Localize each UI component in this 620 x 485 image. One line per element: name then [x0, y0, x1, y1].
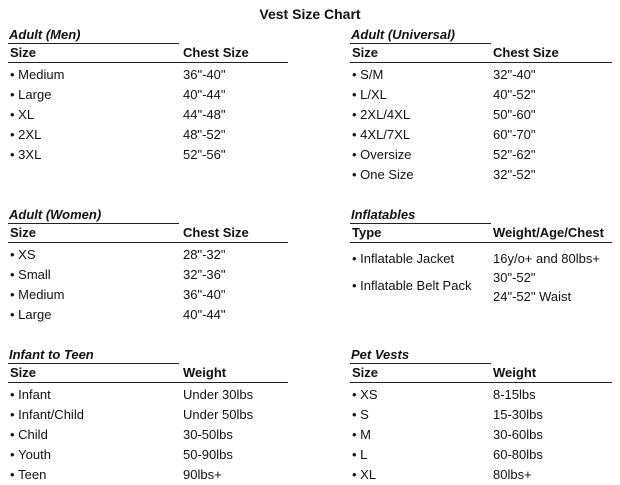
column-header-size: Size	[10, 365, 37, 380]
section-adult-men	[8, 26, 298, 165]
column-header-weight-age-chest: Weight/Age/Chest	[493, 225, 604, 240]
section-title: Infant to Teen	[8, 346, 179, 364]
table-row: • 3XL 52"-56"	[8, 145, 288, 165]
table-row: • Inflatable Belt Pack 24"-52" Waist	[350, 276, 612, 307]
table-header	[8, 224, 288, 243]
table-row: • 2XL 48"-52"	[8, 125, 288, 145]
table-row: • Medium 36"-40"	[8, 285, 288, 305]
table-row: • Oversize 52"-62"	[350, 145, 612, 165]
table-row: • XS 8-15lbs	[350, 385, 612, 405]
section-title: Adult (Universal)	[350, 26, 491, 44]
table-row: • Teen 90lbs+	[8, 465, 288, 485]
column-header-chest: Chest Size	[183, 45, 249, 60]
table-row: • Inflatable Jacket 16y/o+ and 80lbs+ 30"-52"	[350, 249, 612, 288]
section-title: Pet Vests	[350, 346, 491, 364]
table-row: • L 60-80lbs	[350, 445, 612, 465]
table-row: • Youth 50-90lbs	[8, 445, 288, 465]
table-row: • Large 40"-44"	[8, 85, 288, 105]
table-header	[8, 364, 288, 383]
column-header-size: Size	[10, 225, 37, 240]
table-row: • XL 80lbs+	[350, 465, 612, 485]
section-adult-women	[8, 206, 298, 325]
table-header	[350, 224, 612, 243]
column-header-type: Type	[352, 225, 382, 240]
table-row: • Medium 36"-40"	[8, 65, 288, 85]
column-header-size: Size	[352, 45, 379, 60]
column-header-chest: Chest Size	[183, 225, 249, 240]
table-header	[350, 364, 612, 383]
table-row: • One Size 32"-52"	[350, 165, 612, 185]
table-row: • Infant Under 30lbs	[8, 385, 288, 405]
table-row: • Infant/Child Under 50lbs	[8, 405, 288, 425]
section-inflatables	[350, 206, 620, 307]
page-title: Vest Size Chart	[259, 6, 361, 22]
section-infant-to-teen	[8, 346, 298, 485]
section-pet-vests	[350, 346, 620, 485]
section-title: Adult (Women)	[8, 206, 179, 224]
table-row: • XL 44"-48"	[8, 105, 288, 125]
table-row: • 2XL/4XL 50"-60"	[350, 105, 612, 125]
column-header-weight: Weight	[493, 365, 537, 380]
column-header-size: Size	[352, 365, 379, 380]
column-header-chest: Chest Size	[493, 45, 559, 60]
section-adult-universal	[350, 26, 620, 185]
table-row: • M 30-60lbs	[350, 425, 612, 445]
table-row: • S 15-30lbs	[350, 405, 612, 425]
table-row: • L/XL 40"-52"	[350, 85, 612, 105]
table-row: • Large 40"-44"	[8, 305, 288, 325]
table-row: • 4XL/7XL 60"-70"	[350, 125, 612, 145]
table-row: • XS 28"-32"	[8, 245, 288, 265]
table-header	[8, 44, 288, 63]
table-row: • Small 32"-36"	[8, 265, 288, 285]
column-header-weight: Weight	[183, 365, 227, 380]
table-row: • S/M 32"-40"	[350, 65, 612, 85]
table-header	[350, 44, 612, 63]
table-row: • Child 30-50lbs	[8, 425, 288, 445]
section-title: Adult (Men)	[8, 26, 179, 44]
column-header-size: Size	[10, 45, 37, 60]
section-title: Inflatables	[350, 206, 491, 224]
